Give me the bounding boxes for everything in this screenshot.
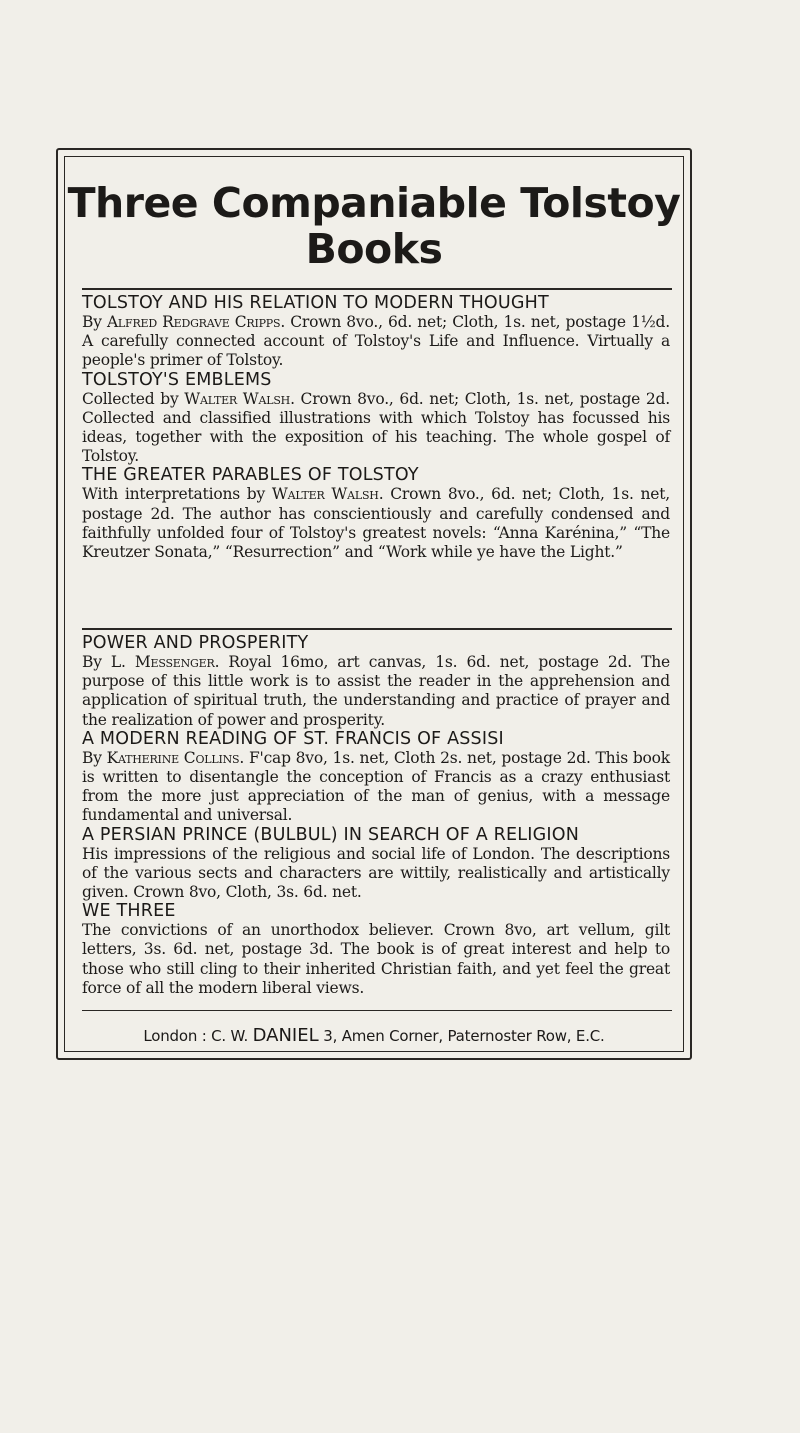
book-entry [82,730,670,826]
title-line-1: Three Companiable Tolstoy [67,179,681,227]
book-title: A PERSIAN PRINCE (BULBUL) IN SEARCH OF A RELIGION [82,824,579,845]
book-entry [82,466,670,562]
publisher-imprint: London : C. W. DANIEL 3, Amen Corner, Paternoster Row, E.C. [143,1025,605,1046]
book-description: His impressions of the religious and social life of London. The descriptions of the various sects and characters are wittily, realistically and artistically given. Crown 8vo, Cloth, 3s. 6d. net. [82,844,670,902]
book-title: TOLSTOY AND HIS RELATION TO MODERN THOUGHT [82,293,549,313]
book-description: Collected by Walter Walsh. Crown 8vo., 6d. net; Cloth, 1s. net, postage 2d. Collected and classified illustrations with which Tolstoy has focussed his ideas, together with the exposition of his teaching. The whole gospel of Tolstoy. [82,389,671,466]
title-divider [82,288,672,290]
page-title [58,180,690,272]
title-line-2: Books [305,225,443,273]
page-border [56,148,692,1060]
book-title: TOLSTOY'S EMBLEMS [82,369,272,390]
book-title: THE GREATER PARABLES OF TOLSTOY [82,465,419,486]
footer-divider [82,1010,672,1011]
book-title: A MODERN READING OF ST. FRANCIS OF ASSISI [82,728,504,749]
book-title: WE THREE [82,901,176,922]
section-divider [82,628,672,630]
book-description: The convictions of an unorthodox believer. Crown 8vo, art vellum, gilt letters, 3s. 6d. net, postage 3d. The book is of great interest and help to those who still cling to their inherited Christian faith, and yet feel the great force of all the modern liberal views. [82,921,670,997]
author-name: Alfred Redgrave Cripps [106,313,281,331]
book-entry [82,634,670,730]
book-description: By Alfred Redgrave Cripps. Crown 8vo., 6d. net; Cloth, 1s. net, postage 1½d. A carefully connected account of Tolstoy's Life and Influence. Virtually a people's primer of Tolstoy. [82,313,671,370]
author-name: Walter Walsh [271,485,379,504]
book-description: With interpretations by Walter Walsh. Crown 8vo., 6d. net; Cloth, 1s. net, postage 2d. The author has conscientiously and carefully condensed and faithfully unfolded four of Tolstoy's greatest novels: “Anna Karénina,” “The Kreutzer Sonata,” “Resurrection” and “Work while ye have the Light.” [82,485,670,562]
book-description: By L. Messenger. Royal 16mo, art canvas, 1s. 6d. net, postage 2d. The purpose of this little work is to assist the reader in the apprehension and application of spiritual truth, the understanding and practice of prayer and the realization of power and prosperity. [82,653,670,729]
book-entry [82,371,670,467]
book-entry [82,826,670,903]
author-name: Walter Walsh [184,389,291,408]
book-title: POWER AND PROSPERITY [82,633,309,653]
publisher-name: DANIEL [252,1025,319,1046]
book-description: By Katherine Collins. F'cap 8vo, 1s. net, Cloth 2s. net, postage 2d. This book is written to disentangle the conception of Francis as a crazy enthusiast from the more just appreciation of the man of genius, with a message fundamental and universal. [82,748,670,825]
book-entry [82,294,670,371]
other-books-section [82,634,670,998]
book-entry [82,902,670,998]
author-name: Messenger [134,653,215,671]
tolstoy-section [82,294,670,562]
author-name: Katherine Collins [106,748,240,767]
